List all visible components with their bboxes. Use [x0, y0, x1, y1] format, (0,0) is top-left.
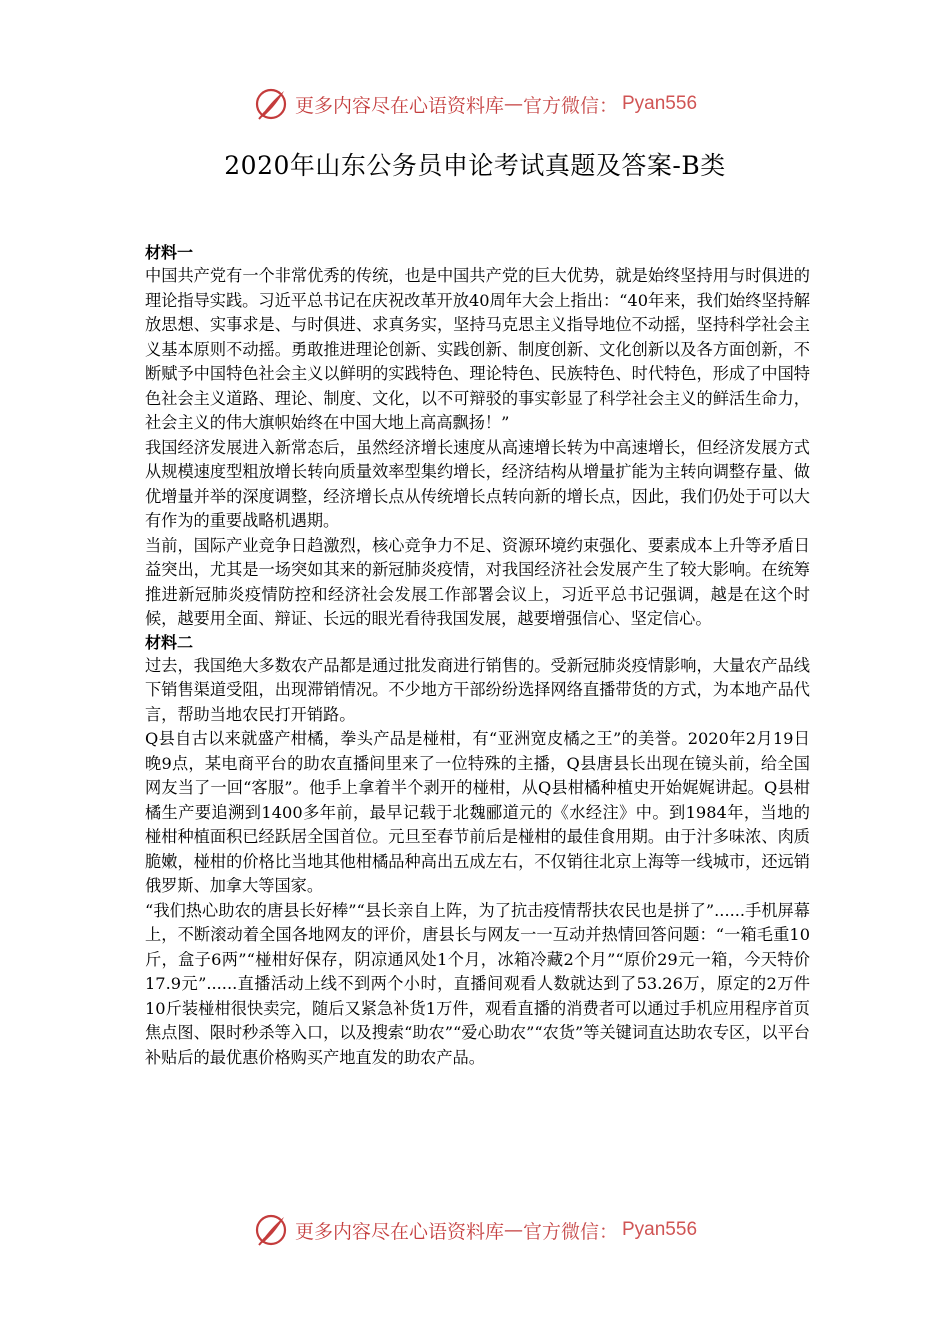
banner-handle: Pyan556: [622, 93, 698, 114]
header-watermark-banner: [0, 84, 950, 124]
footer-watermark-banner: [0, 1210, 950, 1250]
banner-dash: —: [503, 93, 523, 115]
section-material-1: [145, 242, 810, 632]
paragraph: “我们热心助农的唐县长好棒”“县长亲自上阵，为了抗击疫情帮扶农民也是拼了”......手机屏幕上，不断滚动着全国各地网友的评价，唐县长与网友一一互动并热情回答问题：“一箱毛重10斤，盒子6两”“椪柑好保存，阴凉通风处1个月，冰箱冷藏2个月”“原价29元一箱，今天特价17.9元”......直播活动上线不到两个小时，直播间观看人数就达到了53.26万，原定的2万件10斤装椪柑很快卖完，随后又紧急补货1万件，观看直播的消费者可以通过手机应用程序首页焦点图、限时秒杀等入口，以及搜索“助农”“爱心助农”“农货”等关键词直达助农专区，以平台补贴后的最优惠价格购买产地直发的助农产品。: [145, 900, 810, 1067]
section-material-2: [145, 632, 810, 1071]
document-body: [145, 242, 810, 1070]
paragraph: 中国共产党有一个非常优秀的传统，也是中国共产党的巨大优势，就是始终坚持用与时俱进的理论指导实践。习近平总书记在庆祝改革开放40周年大会上指出：“40年来，我们始终坚持解放思想、实事求是、与时俱进、求真务实，坚持马克思主义指导地位不动摇，坚持科学社会主义基本原则不动摇。勇敢推进理论创新、实践创新、制度创新、文化创新以及各方面创新，不断赋予中国特色社会主义以鲜明的实践特色、理论特色、民族特色、时代特色，形成了中国特色社会主义道路、理论、制度、文化，以不可辩驳的事实彰显了科学社会主义的鲜活生命力，社会主义的伟大旗帜始终在中国大地上高高飘扬！”: [145, 266, 810, 432]
banner-wechat-label: 官方微信：: [522, 1220, 618, 1243]
paragraph: Q县自古以来就盛产柑橘，拳头产品是椪柑，有“亚洲宽皮橘之王”的美誉。2020年2月19日晚9点，某电商平台的助农直播间里来了一位特殊的主播，Q县唐县长出现在镜头前，给全国网友当了一回“客服”。他手上拿着半个剥开的椪柑，从Q县柑橘种植史开始娓娓讲起。Q县柑橘生产要追溯到1400多年前，最早记载于北魏郦道元的《水经注》中。到1984年，当地的椪柑种植面积已经跃居全国首位。元旦至春节前后是椪柑的最佳食用期。由于汁多味浓、肉质脆嫩，椪柑的价格比当地其他柑橘品种高出五成左右，不仅销往北京上海等一线城市，还远销俄罗斯、加拿大等国家。: [145, 729, 810, 895]
banner-handle: Pyan556: [622, 1219, 698, 1240]
red-quill-logo-icon: [253, 86, 289, 122]
banner-text: 更多内容尽在心语资料库: [294, 94, 504, 117]
paragraph: 当前，国际产业竞争日趋激烈，核心竞争力不足、资源环境约束强化、要素成本上升等矛盾日益突出，尤其是一场突如其来的新冠肺炎疫情，对我国经济社会发展产生了较大影响。在统筹推进新冠肺炎疫情防控和经济社会发展工作部署会议上，习近平总书记强调，越是在这个时候，越要用全面、辩证、长远的眼光看待我国发展，越要增强信心、坚定信心。: [145, 535, 810, 628]
section-heading: 材料一: [145, 243, 194, 262]
banner-wechat-label: 官方微信：: [522, 94, 618, 117]
section-heading: 材料二: [145, 632, 194, 652]
red-quill-logo-icon: [253, 1212, 289, 1248]
paragraph: 我国经济发展进入新常态后，虽然经济增长速度从高速增长转为中高速增长，但经济发展方式从规模速度型粗放增长转向质量效率型集约增长，经济结构从增量扩能为主转向调整存量、做优增量并举的深度调整，经济增长点从传统增长点转向新的增长点，因此，我们仍处于可以大有作为的重要战略机遇期。: [145, 437, 810, 530]
banner-dash: —: [503, 1219, 523, 1241]
paragraph: 过去，我国绝大多数农产品都是通过批发商进行销售的。受新冠肺炎疫情影响，大量农产品线下销售渠道受阻，出现滞销情况。不少地方干部纷纷选择网络直播带货的方式，为本地产品代言，帮助当地农民打开销路。: [145, 655, 810, 724]
banner-text: 更多内容尽在心语资料库: [294, 1220, 504, 1243]
page-title: 2020年山东公务员申论考试真题及答案-B类: [224, 151, 726, 180]
